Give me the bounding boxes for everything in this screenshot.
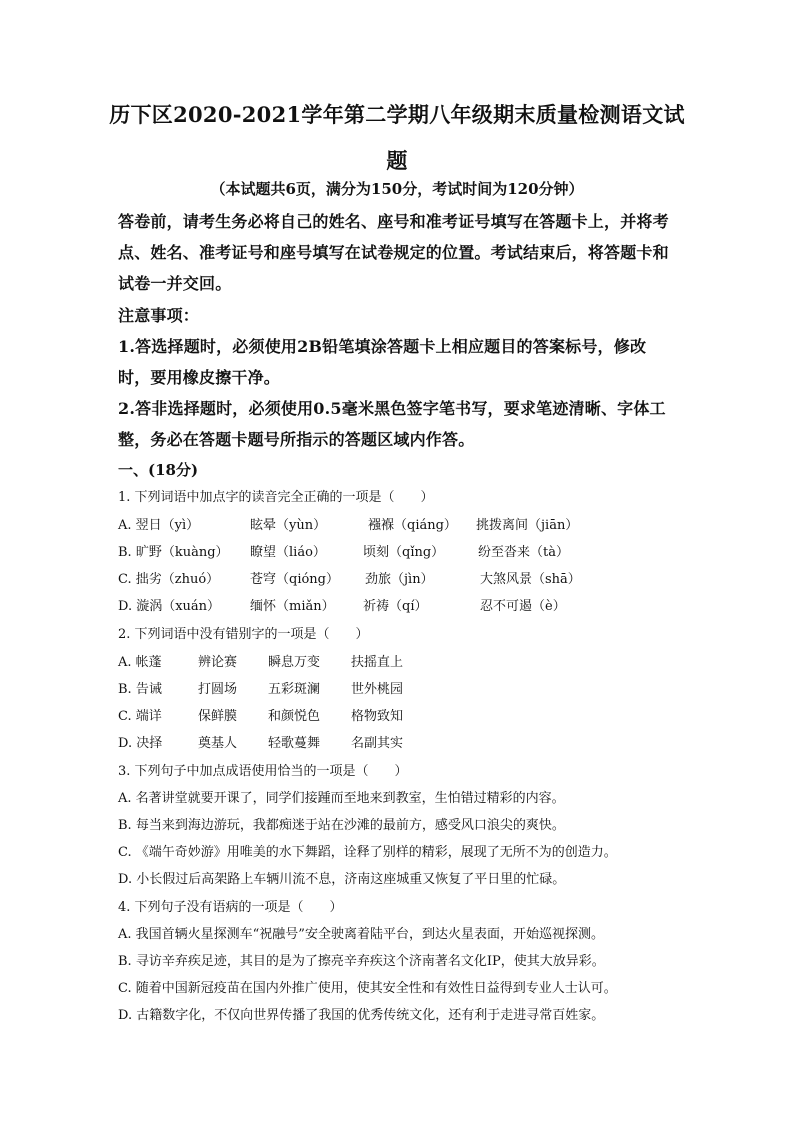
option-cell: 轻歌蔓舞 bbox=[268, 736, 321, 751]
option-cell: 格物致知 bbox=[351, 709, 404, 724]
option-cell: 瞬息万变 bbox=[268, 655, 321, 670]
option-cell: 世外桃园 bbox=[351, 682, 404, 697]
exam-title-line-2: 题 bbox=[386, 148, 408, 173]
option-cell: 名副其实 bbox=[351, 736, 404, 751]
option-cell: 劲旅（jìn） bbox=[365, 572, 434, 587]
question-3-option-d: D. 小长假过后高架路上车辆川流不息，济南这座城重又恢复了平日里的忙碌。 bbox=[118, 872, 566, 887]
question-2-stem: 2. 下列词语中没有错别字的一项是（ ） bbox=[118, 627, 369, 642]
option-cell: 挑拨离间（jiān） bbox=[476, 518, 579, 533]
question-2-option-a bbox=[118, 653, 688, 673]
option-cell: 辨论赛 bbox=[198, 655, 238, 670]
option-cell: 保鲜膜 bbox=[198, 709, 238, 724]
question-1-option-d bbox=[118, 597, 688, 617]
notice-heading: 注意事项： bbox=[118, 306, 200, 325]
question-2-option-c bbox=[118, 707, 688, 727]
question-1-option-c bbox=[118, 570, 688, 590]
option-cell: 扶摇直上 bbox=[351, 655, 404, 670]
option-cell: D. 漩涡（xuán） bbox=[118, 599, 221, 614]
exam-title-line-1: 历下区2020-2021学年第二学期八年级期末质量检测语文试 bbox=[109, 102, 685, 127]
question-2-option-d bbox=[118, 734, 688, 754]
question-3-option-b: B. 每当来到海边游玩，我都痴迷于站在沙滩的最前方，感受风口浪尖的爽快。 bbox=[118, 818, 565, 833]
option-cell: B. 告诫 bbox=[118, 682, 162, 697]
question-2-option-b bbox=[118, 680, 688, 700]
section-heading: 一、(18分) bbox=[118, 461, 199, 479]
option-cell: B. 旷野（kuàng） bbox=[118, 545, 229, 560]
question-4-option-b: B. 寻访辛弃疾足迹，其目的是为了擦亮辛弃疾这个济南著名文化IP，使其大放异彩。 bbox=[118, 954, 605, 969]
option-cell: C. 拙劣（zhuó） bbox=[118, 572, 220, 587]
option-cell: 打圆场 bbox=[198, 682, 238, 697]
question-1-option-a bbox=[118, 516, 688, 536]
notice-item-2: 2.答非选择题时，必须使用0.5毫米黑色签字笔书写，要求笔迹清晰、字体工整，务必在答题卡题号所指示的答题区域内作答。 bbox=[118, 399, 666, 449]
question-3-option-c: C. 《端午奇妙游》用唯美的水下舞蹈，诠释了别样的精彩，展现了无所不为的创造力。 bbox=[118, 845, 617, 860]
question-4-option-d: D. 古籍数字化，不仅向世界传播了我国的优秀传统文化，还有利于走进寻常百姓家。 bbox=[118, 1008, 605, 1023]
option-cell: 苍穹（qióng） bbox=[250, 572, 340, 587]
exam-title bbox=[100, 92, 694, 184]
option-cell: 纷至沓来（tà） bbox=[478, 545, 569, 560]
option-cell: 缅怀（miǎn） bbox=[250, 599, 335, 614]
question-4-option-c: C. 随着中国新冠疫苗在国内外推广使用，使其安全性和有效性日益得到专业人士认可。 bbox=[118, 981, 617, 996]
option-cell: 奠基人 bbox=[198, 736, 238, 751]
question-3-stem: 3. 下列句子中加点成语使用恰当的一项是（ ） bbox=[118, 764, 408, 779]
option-cell: 瞭望（liáo） bbox=[250, 545, 326, 560]
question-4-option-a: A. 我国首辆火星探测车“祝融号”安全驶离着陆平台，到达火星表面，开始巡视探测。 bbox=[118, 927, 604, 942]
option-cell: A. 翌日（yì） bbox=[118, 518, 200, 533]
question-1-stem: 1. 下列词语中加点字的读音完全正确的一项是（ ） bbox=[118, 490, 434, 505]
question-1-option-b bbox=[118, 543, 688, 563]
option-cell: C. 端详 bbox=[118, 709, 162, 724]
notice-item-1: 1.答选择题时，必须使用2B铅笔填涂答题卡上相应题目的答案标号，修改时，要用橡皮擦干净。 bbox=[118, 337, 647, 387]
question-4-stem: 4. 下列句子没有语病的一项是（ ） bbox=[118, 900, 343, 915]
option-cell: 襁褓（qiáng） bbox=[368, 518, 457, 533]
option-cell: A. 帐蓬 bbox=[118, 655, 162, 670]
option-cell: 忍不可遏（è） bbox=[480, 599, 566, 614]
option-cell: D. 决择 bbox=[118, 736, 163, 751]
exam-subtitle: （本试题共6页，满分为150分，考试时间为120分钟） bbox=[210, 180, 584, 198]
option-cell: 五彩斑澜 bbox=[268, 682, 321, 697]
option-cell: 祈祷（qí） bbox=[363, 599, 428, 614]
question-3-option-a: A. 名著讲堂就要开课了，同学们接踵而至地来到教室，生怕错过精彩的内容。 bbox=[118, 791, 565, 806]
option-cell: 大煞风景（shā） bbox=[480, 572, 581, 587]
option-cell: 眩晕（yùn） bbox=[250, 518, 327, 533]
option-cell: 顷刻（qǐng） bbox=[363, 545, 445, 560]
option-cell: 和颜悦色 bbox=[268, 709, 321, 724]
intro-paragraph: 答卷前，请考生务必将自己的姓名、座号和准考证号填写在答题卡上，并将考点、姓名、准考证号和座号填写在试卷规定的位置。考试结束后，将答题卡和试卷一并交回。 bbox=[118, 212, 669, 293]
